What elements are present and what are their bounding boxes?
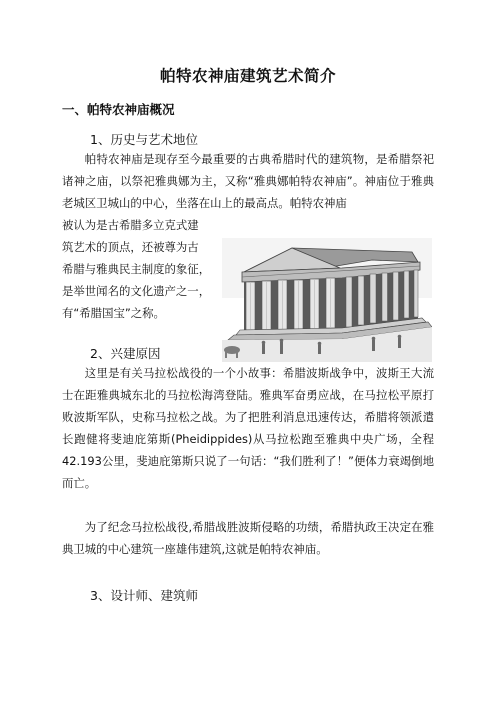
document-title: 帕特农神庙建筑艺术简介 [159, 67, 336, 85]
paragraph-commemoration: 为了纪念马拉松战役,希腊战胜波斯侵略的功绩，希腊执政王决定在雅典卫城的中心建筑一座雄伟建筑,这就是帕特农神庙。 [62, 520, 434, 556]
subsection-heading-architects: 3、设计师、建筑师 [90, 588, 198, 603]
subsection-heading-history: 1、历史与艺术地位 [90, 132, 198, 147]
wrap-line-3: 希腊与雅典民主制度的象征， [62, 262, 211, 276]
wrap-line-5: 有“希腊国宝”之称。 [62, 306, 165, 320]
paragraph-history: 帕特农神庙是现存至今最重要的古典希腊时代的建筑物，是希腊祭祀诸神之庙，以祭祀雅典娜为主，又称“雅典娜帕特农神庙”。神庙位于雅典老城区卫城山的中心，坐落在山上的最高点。帕特农神庙 [62, 152, 434, 210]
section-heading-overview: 一、帕特农神庙概况 [62, 102, 175, 117]
wrap-line-1: 被认为是古希腊多立克式建 [62, 218, 199, 232]
subsection-heading-reason: 2、兴建原因 [90, 346, 161, 361]
wrap-line-4: 是举世闻名的文化遗产之一， [62, 284, 211, 298]
wrap-line-2: 筑艺术的顶点，还被尊为古 [62, 240, 199, 254]
paragraph-marathon: 这里是有关马拉松战役的一个小故事：希腊波斯战争中，波斯王大流士在距雅典城东北的马拉松海湾登陆。雅典军奋勇应战，在马拉松平原打败波斯军队，史称马拉松之战。为了把胜利消息迅速传达，希腊将领派遣长跑健将斐迪庇第斯(Pheidippides)从马拉松跑至雅典中央广场，全程42.193公里，斐迪庇第斯只说了一句话：“我们胜利了！”便体力衰竭倒地而亡。 [62, 366, 434, 490]
parthenon-illustration [222, 238, 432, 362]
